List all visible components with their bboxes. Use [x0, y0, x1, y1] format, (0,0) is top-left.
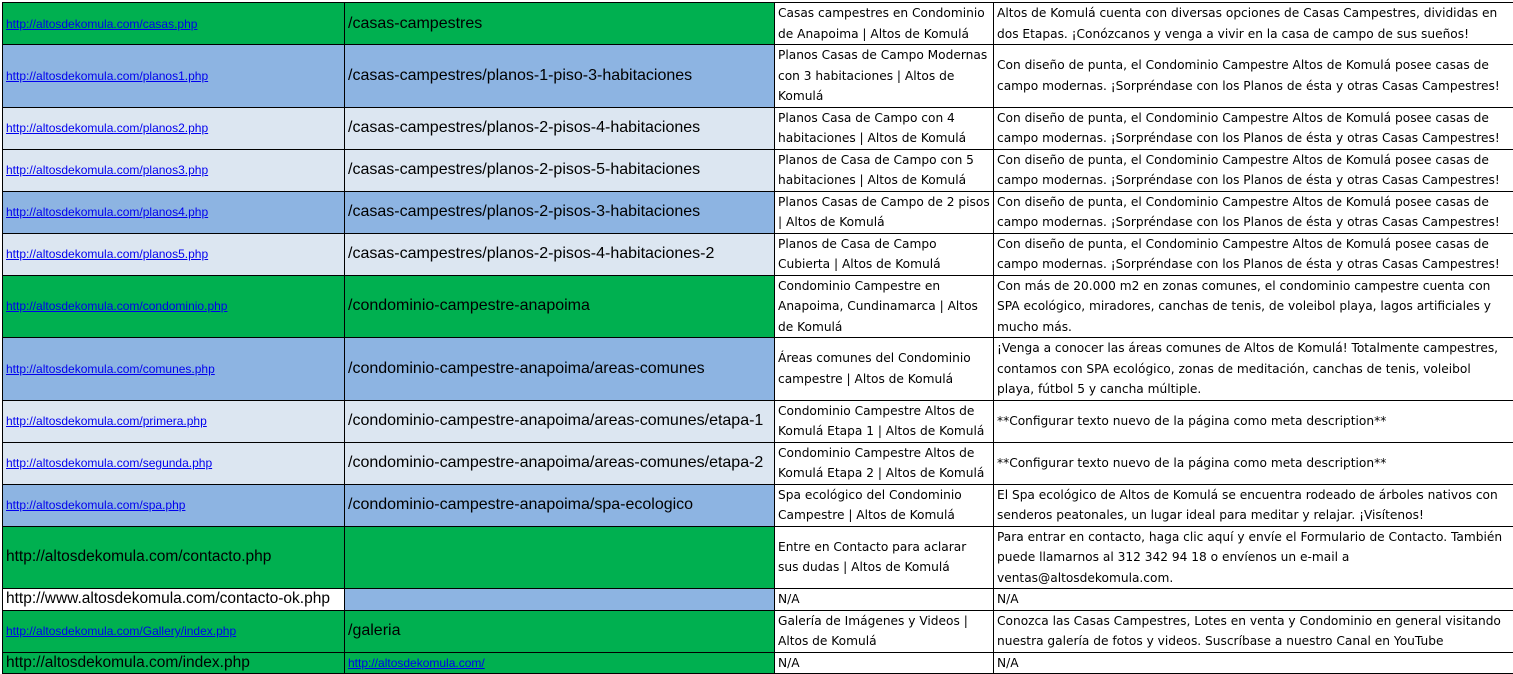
slug-cell[interactable]: /casas-campestres/planos-2-pisos-5-habitaciones — [345, 149, 775, 191]
slug-cell[interactable]: /condominio-campestre-anapoima/areas-comunes/etapa-2 — [345, 442, 775, 484]
slug-cell[interactable]: /condominio-campestre-anapoima/spa-ecologico — [345, 484, 775, 526]
title-cell[interactable]: Spa ecológico del Condominio Campestre | Altos de Komulá — [775, 484, 994, 526]
url-text: http://altosdekomula.com/index.php — [6, 654, 250, 671]
table-row — [3, 107, 1513, 149]
description-cell[interactable]: N/A — [994, 589, 1513, 611]
url-cell[interactable] — [3, 45, 345, 108]
url-cell[interactable] — [3, 149, 345, 191]
url-link[interactable]: http://altosdekomula.com/planos5.php — [6, 247, 208, 261]
table-row — [3, 442, 1513, 484]
url-link[interactable]: http://altosdekomula.com/casas.php — [6, 17, 197, 31]
url-cell[interactable] — [3, 442, 345, 484]
table-row — [3, 610, 1513, 652]
description-cell[interactable]: Altos de Komulá cuenta con diversas opciones de Casas Campestres, divididas en dos Etapas. ¡Conózcanos y venga a vivir en la casa de campo de sus sueños! — [994, 3, 1513, 45]
title-cell[interactable]: Casas campestres en Condominio de Anapoima | Altos de Komulá — [775, 3, 994, 45]
title-cell[interactable]: Planos de Casa de Campo con 5 habitaciones | Altos de Komulá — [775, 149, 994, 191]
url-link[interactable]: http://altosdekomula.com/planos4.php — [6, 205, 208, 219]
url-link[interactable]: http://altosdekomula.com/condominio.php — [6, 299, 227, 313]
table-row — [3, 526, 1513, 589]
title-cell[interactable]: Condominio Campestre Altos de Komulá Etapa 2 | Altos de Komulá — [775, 442, 994, 484]
description-cell[interactable]: N/A — [994, 652, 1513, 674]
url-cell[interactable] — [3, 526, 345, 589]
url-link[interactable]: http://altosdekomula.com/comunes.php — [6, 362, 215, 376]
url-cell[interactable] — [3, 589, 345, 611]
url-cell[interactable] — [3, 610, 345, 652]
table-row — [3, 338, 1513, 401]
url-text: http://www.altosdekomula.com/contacto-ok.php — [6, 590, 330, 607]
description-cell[interactable]: Con diseño de punta, el Condominio Campestre Altos de Komulá posee casas de campo modernas. ¡Sorpréndase con los Planos de ésta y otras Casas Campestres! — [994, 107, 1513, 149]
title-cell[interactable]: Planos Casas de Campo Modernas con 3 habitaciones | Altos de Komulá — [775, 45, 994, 108]
url-link[interactable]: http://altosdekomula.com/spa.php — [6, 498, 185, 512]
description-cell[interactable]: **Configurar texto nuevo de la página como meta description** — [994, 442, 1513, 484]
table-row — [3, 191, 1513, 233]
description-cell[interactable]: Conozca las Casas Campestres, Lotes en venta y Condominio en general visitando nuestra galería de fotos y videos. Suscríbase a nuestro Canal en YouTube — [994, 610, 1513, 652]
table-row — [3, 149, 1513, 191]
url-cell[interactable] — [3, 652, 345, 674]
slug-cell[interactable]: /casas-campestres — [345, 3, 775, 45]
url-cell[interactable] — [3, 484, 345, 526]
url-text: http://altosdekomula.com/contacto.php — [6, 548, 271, 565]
slug-cell[interactable]: /casas-campestres/planos-2-pisos-4-habitaciones — [345, 107, 775, 149]
url-link[interactable]: http://altosdekomula.com/segunda.php — [6, 456, 212, 470]
description-cell[interactable]: ¡Venga a conocer las áreas comunes de Altos de Komulá! Totalmente campestres, contamos con SPA ecológico, zonas de meditación, canchas de tenis, voleibol playa, fútbol 5 y cancha múltiple. — [994, 338, 1513, 401]
table-row — [3, 3, 1513, 45]
slug-cell[interactable]: /condominio-campestre-anapoima/areas-comunes/etapa-1 — [345, 400, 775, 442]
slug-cell[interactable]: /casas-campestres/planos-2-pisos-4-habitaciones-2 — [345, 233, 775, 275]
table-row — [3, 45, 1513, 108]
description-cell[interactable]: Con diseño de punta, el Condominio Campestre Altos de Komulá posee casas de campo modernas. ¡Sorpréndase con los Planos de ésta y otras Casas Campestres! — [994, 191, 1513, 233]
slug-cell[interactable]: /casas-campestres/planos-1-piso-3-habitaciones — [345, 45, 775, 108]
slug-cell[interactable] — [345, 526, 775, 589]
url-link[interactable]: http://altosdekomula.com/Gallery/index.php — [6, 624, 236, 638]
description-cell[interactable]: Con diseño de punta, el Condominio Campestre Altos de Komulá posee casas de campo modernas. ¡Sorpréndase con los Planos de ésta y otras Casas Campestres! — [994, 149, 1513, 191]
title-cell[interactable]: Condominio Campestre Altos de Komulá Etapa 1 | Altos de Komulá — [775, 400, 994, 442]
description-cell[interactable]: Para entrar en contacto, haga clic aquí y envíe el Formulario de Contacto. También puede llamarnos al 312 342 94 18 o envíenos un e-mail a ventas@altosdekomula.com. — [994, 526, 1513, 589]
url-cell[interactable] — [3, 400, 345, 442]
title-cell[interactable]: Condominio Campestre en Anapoima, Cundinamarca | Altos de Komulá — [775, 275, 994, 338]
table-row — [3, 589, 1513, 611]
table-row — [3, 484, 1513, 526]
url-cell[interactable] — [3, 191, 345, 233]
description-cell[interactable]: **Configurar texto nuevo de la página como meta description** — [994, 400, 1513, 442]
title-cell[interactable]: Planos de Casa de Campo Cubierta | Altos de Komulá — [775, 233, 994, 275]
title-cell[interactable]: Entre en Contacto para aclarar sus dudas | Altos de Komulá — [775, 526, 994, 589]
slug-cell[interactable] — [345, 589, 775, 611]
title-cell[interactable]: Áreas comunes del Condominio campestre | Altos de Komulá — [775, 338, 994, 401]
url-link[interactable]: http://altosdekomula.com/primera.php — [6, 414, 207, 428]
url-cell[interactable] — [3, 233, 345, 275]
url-cell[interactable] — [3, 275, 345, 338]
description-cell[interactable]: Con más de 20.000 m2 en zonas comunes, el condominio campestre cuenta con SPA ecológico, miradores, canchas de tenis, de voleibol playa, lagos artificiales y mucho más. — [994, 275, 1513, 338]
url-link[interactable]: http://altosdekomula.com/planos2.php — [6, 121, 208, 135]
description-cell[interactable]: Con diseño de punta, el Condominio Campestre Altos de Komulá posee casas de campo modernas. ¡Sorpréndase con los Planos de ésta y otras Casas Campestres! — [994, 233, 1513, 275]
title-cell[interactable]: Galería de Imágenes y Videos | Altos de Komulá — [775, 610, 994, 652]
description-cell[interactable]: Con diseño de punta, el Condominio Campestre Altos de Komulá posee casas de campo modernas. ¡Sorpréndase con los Planos de ésta y otras Casas Campestres! — [994, 45, 1513, 108]
title-cell[interactable]: Planos Casa de Campo con 4 habitaciones | Altos de Komulá — [775, 107, 994, 149]
table-row — [3, 233, 1513, 275]
slug-cell[interactable]: /casas-campestres/planos-2-pisos-3-habitaciones — [345, 191, 775, 233]
title-cell[interactable]: Planos Casas de Campo de 2 pisos | Altos de Komulá — [775, 191, 994, 233]
table-row — [3, 400, 1513, 442]
slug-cell[interactable]: /condominio-campestre-anapoima — [345, 275, 775, 338]
url-cell[interactable] — [3, 107, 345, 149]
slug-cell[interactable]: /condominio-campestre-anapoima/areas-comunes — [345, 338, 775, 401]
slug-cell[interactable]: /galeria — [345, 610, 775, 652]
url-cell[interactable] — [3, 338, 345, 401]
description-cell[interactable]: El Spa ecológico de Altos de Komulá se encuentra rodeado de árboles nativos con senderos peatonales, un lugar ideal para meditar y relajar. ¡Visítenos! — [994, 484, 1513, 526]
url-link[interactable]: http://altosdekomula.com/planos1.php — [6, 69, 208, 83]
title-cell[interactable]: N/A — [775, 589, 994, 611]
title-cell[interactable]: N/A — [775, 652, 994, 674]
slug-cell[interactable] — [345, 652, 775, 674]
url-link[interactable]: http://altosdekomula.com/ — [348, 656, 485, 670]
table-row — [3, 275, 1513, 338]
url-link[interactable]: http://altosdekomula.com/planos3.php — [6, 163, 208, 177]
url-cell[interactable] — [3, 3, 345, 45]
table-row — [3, 652, 1513, 674]
spreadsheet-table — [2, 2, 1513, 674]
